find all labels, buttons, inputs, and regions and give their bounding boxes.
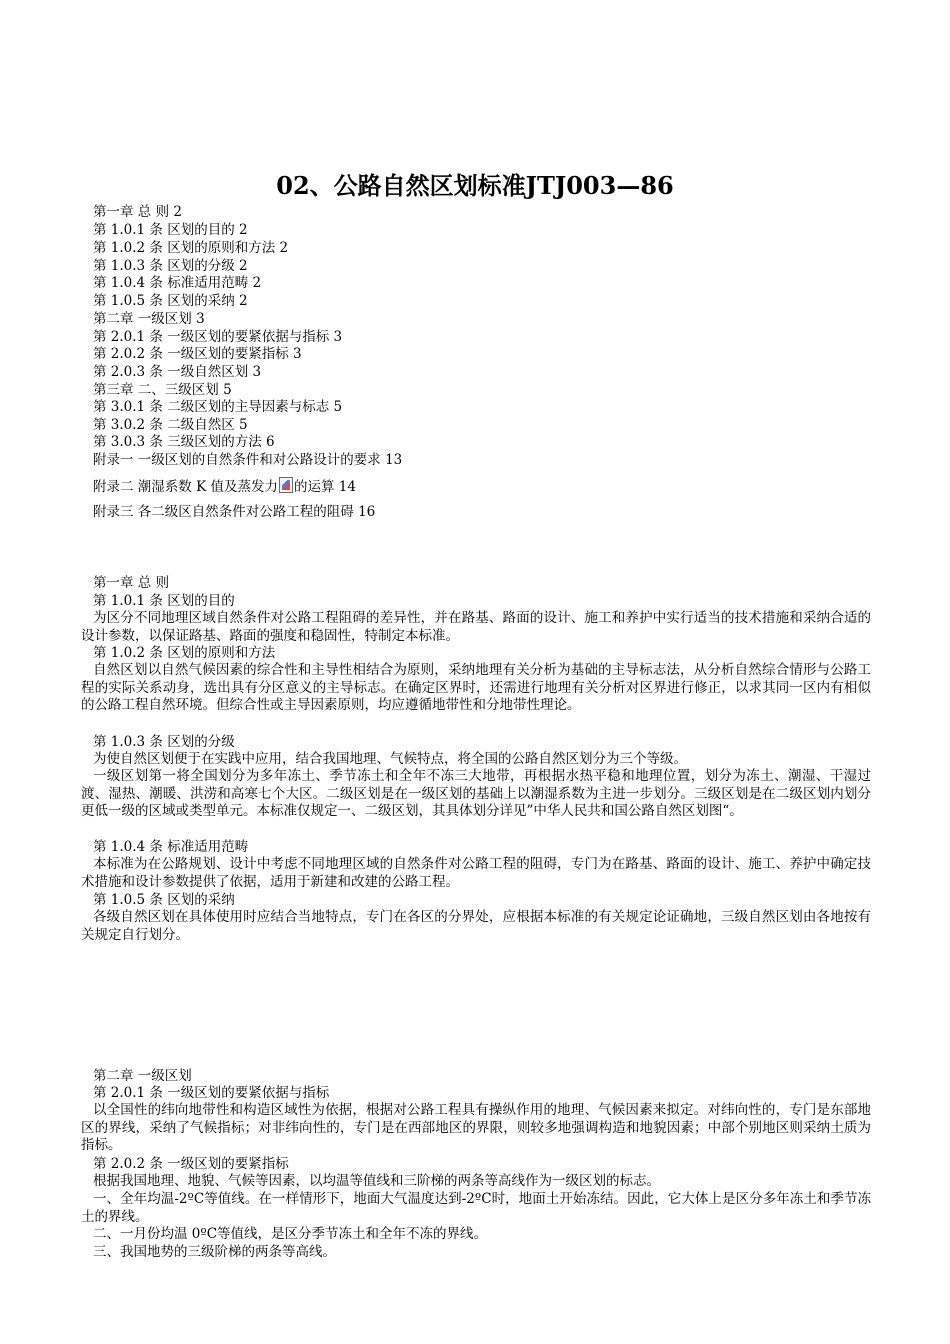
paragraph-text: 以全国性的纬向地带性和构造区域性为依据，根据对公路工程具有操纵作用的地理、气候因素来拟定。对纬向性的，专门是东部地区的界线，采纳了气候指标；对非纬向性的，专门是在西部地区的界限，则较多地强调构造和地貌因素；中部个别地区则采纳土质为指标。	[81, 1102, 871, 1154]
toc-entry[interactable]: 附录三 各二级区自然条件对公路工程的阻碍 16	[93, 504, 376, 520]
document-title: 02、公路自然区划标准JTJ003—86	[276, 171, 674, 200]
toc-entry[interactable]: 第 1.0.3 条 区划的分级 2	[93, 258, 248, 274]
toc-entry[interactable]: 第 2.0.3 条 一级自然区划 3	[93, 364, 262, 380]
toc-entry[interactable]: 第二章 一级区划 3	[93, 311, 205, 327]
paragraph	[81, 1173, 871, 1191]
section-heading: 第 2.0.1 条 一级区划的要紧依据与指标	[93, 1085, 330, 1101]
paragraph-text: 各级自然区划在具体使用时应结合当地特点，专门在各区的分界处，应根据本标准的有关规定论证确地，三级自然区划由各地按有关规定自行划分。	[81, 909, 871, 943]
toc-entry[interactable]: 第 1.0.1 条 区划的目的 2	[93, 222, 248, 238]
toc-entry-text: 的运算 14	[293, 479, 356, 495]
paragraph-text: 为区分不同地理区域自然条件对公路工程阻碍的差异性，并在路基、路面的设计、施工和养护中实行适当的技术措施和采纳合适的设计参数，以保证路基、路面的强度和稳固性，特制定本标准。	[81, 610, 871, 644]
toc-entry[interactable]: 第 1.0.2 条 区划的原则和方法 2	[93, 240, 289, 256]
toc-entry-appendix-2[interactable]	[93, 477, 356, 496]
toc-entry[interactable]: 第 3.0.3 条 三级区划的方法 6	[93, 434, 275, 450]
toc-entry[interactable]: 第 2.0.2 条 一级区划的要紧指标 3	[93, 346, 302, 362]
toc-entry[interactable]: 第 3.0.1 条 二级区划的主导因素与标志 5	[93, 399, 343, 415]
section-heading: 第 1.0.5 条 区划的采纳	[93, 892, 235, 908]
broken-image-icon	[279, 477, 293, 493]
paragraph-text: 一、全年均温-2ºC等值线。在一样情形下，地面大气温度达到-2ºC时，地面土开始冻结。因此，它大体上是区分多年冻土和季节冻土的界线。	[81, 1191, 871, 1225]
list-item	[81, 1226, 871, 1244]
toc-entry[interactable]: 第 1.0.4 条 标准适用范畴 2	[93, 275, 262, 291]
toc-entry[interactable]: 第一章 总 则 2	[93, 204, 182, 220]
paragraph-text: 本标准为在公路规划、设计中考虑不同地理区域的自然条件对公路工程的阻碍，专门为在路基、路面的设计、施工、养护中确定技术措施和设计参数提供了依据，适用于新建和改建的公路工程。	[81, 856, 871, 890]
paragraph-text: 为使自然区划便于在实践中应用，结合我国地理、气候特点，将全国的公路自然区划分为三个等级。	[93, 751, 687, 767]
section-heading: 第 2.0.2 条 一级区划的要紧指标	[93, 1156, 289, 1172]
chapter-heading: 第二章 一级区划	[93, 1068, 192, 1084]
paragraph-text: 三、我国地势的三级阶梯的两条等高线。	[93, 1244, 336, 1260]
chapter-heading: 第一章 总 则	[93, 575, 170, 591]
toc-entry[interactable]: 第 1.0.5 条 区划的采纳 2	[93, 293, 248, 309]
section-heading: 第 1.0.3 条 区划的分级	[93, 734, 235, 750]
paragraph	[81, 768, 871, 821]
paragraph	[81, 610, 871, 645]
paragraph-text: 根据我国地理、地貌、气候等因素，以均温等值线和三阶梯的两条等高线作为一级区划的标志。	[93, 1173, 660, 1189]
list-item	[81, 1244, 871, 1262]
section-heading: 第 1.0.1 条 区划的目的	[93, 593, 235, 609]
section-heading: 第 1.0.2 条 区划的原则和方法	[93, 645, 276, 661]
toc-entry[interactable]: 第三章 二、三级区划 5	[93, 382, 232, 398]
paragraph	[81, 909, 871, 944]
list-item	[81, 1191, 871, 1226]
paragraph	[81, 1102, 871, 1155]
paragraph	[81, 856, 871, 891]
toc-entry[interactable]: 第 2.0.1 条 一级区划的要紧依据与指标 3	[93, 329, 343, 345]
section-heading: 第 1.0.4 条 标准适用范畴	[93, 839, 249, 855]
paragraph	[81, 751, 871, 769]
paragraph	[81, 662, 871, 715]
paragraph-text: 一级区划第一将全国划分为多年冻土、季节冻土和全年不冻三大地带，再根据水热平稳和地理位置，划分为冻土、潮湿、干湿过渡、湿热、潮暖、洪涝和高寒七个大区。二级区划是在一级区划的基础上以潮湿系数为主进一步划分。三级区划是在二级区划内划分更低一级的区域或类型单元。本标准仅规定一、二级区划，其具体划分详见”中华人民共和国公路自然区划图“。	[81, 768, 871, 820]
toc-entry[interactable]: 第 3.0.2 条 二级自然区 5	[93, 417, 248, 433]
toc-entry[interactable]: 附录一 一级区划的自然条件和对公路设计的要求 13	[93, 452, 403, 468]
paragraph-text: 二、一月份均温 0ºC等值线，是区分季节冻土和全年不冻的界线。	[93, 1226, 488, 1242]
paragraph-text: 自然区划以自然气候因素的综合性和主导性相结合为原则，采纳地理有关分析为基础的主导标志法，从分析自然综合情形与公路工程的实际关系动身，选出具有分区意义的主导标志。在确定区界时，还需进行地理有关分析对区界进行修正，以求其同一区内有相似的公路工程自然环境。但综合性或主导因素原则，均应遵循地带性和分地带性理论。	[81, 662, 871, 714]
toc-entry-text: 附录二 潮湿系数 K 值及蒸发力	[93, 479, 278, 495]
